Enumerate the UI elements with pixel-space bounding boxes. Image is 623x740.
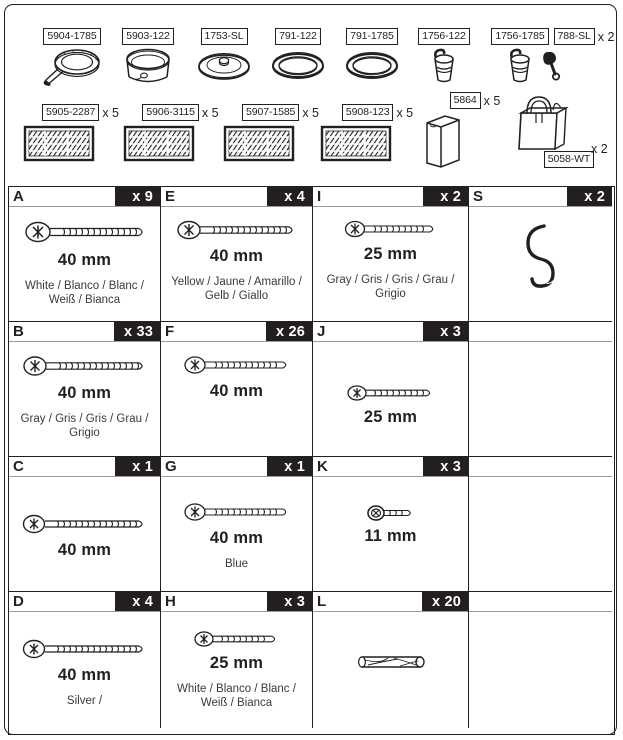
part-code-label: 5906-3115 — [142, 104, 199, 121]
hardware-cell-s[interactable] — [469, 187, 612, 322]
cell-header — [469, 187, 612, 207]
hatched-panel-icon — [223, 122, 295, 164]
part-item[interactable] — [33, 104, 128, 164]
part-item[interactable] — [413, 28, 475, 86]
part-qty-label: x 5 — [201, 105, 219, 120]
cell-count-badge: x 33 — [114, 322, 160, 341]
lid-with-knob-icon — [195, 46, 253, 86]
part-qty-label: x 5 — [483, 93, 501, 108]
brush-tool-icon — [535, 46, 569, 86]
part-item[interactable] — [267, 28, 329, 86]
screw-size-label: 25 mm — [363, 245, 418, 263]
part-code-label: 5908-123 — [342, 104, 394, 121]
cell-count-badge: x 2 — [423, 187, 468, 206]
part-item[interactable] — [337, 28, 407, 86]
cell-count-badge: x 2 — [567, 187, 612, 206]
screw-size-label: 40 mm — [209, 529, 264, 547]
part-code-label: 1756-1785 — [491, 28, 548, 45]
cell-letter: H — [165, 593, 176, 610]
cell-count-badge: x 3 — [423, 457, 468, 476]
parts-gallery — [5, 6, 616, 182]
part-item[interactable] — [435, 92, 515, 172]
hardware-cell-empty — [469, 592, 612, 728]
hatched-panel-icon — [123, 122, 195, 164]
part-qty-label: x 2 — [591, 142, 608, 156]
cell-header — [9, 457, 160, 477]
part-item[interactable] — [553, 28, 615, 86]
cell-header — [469, 457, 612, 477]
cell-count-badge: x 4 — [115, 592, 160, 611]
hardware-table — [8, 186, 615, 735]
screw-color-desc: Gray / Gris / Gris / Grau / Grigio — [326, 274, 455, 300]
screw-long-icon — [181, 497, 293, 527]
hardware-cell-e[interactable] — [161, 187, 313, 322]
bucket-cup-icon — [500, 46, 540, 86]
hardware-cell-b[interactable] — [9, 322, 161, 457]
part-item[interactable] — [330, 104, 425, 164]
part-item[interactable] — [115, 28, 181, 86]
hardware-cell-empty — [469, 457, 612, 592]
cell-header — [161, 457, 312, 477]
part-code-label: 788-SL — [554, 28, 595, 45]
hardware-cell-a[interactable] — [9, 187, 161, 322]
part-qty-label: x 2 — [597, 29, 615, 44]
part-qty-label: x 5 — [102, 105, 119, 120]
screw-long-icon — [21, 215, 149, 249]
screw-size-label: 40 mm — [57, 666, 112, 684]
screw-medium-icon — [342, 215, 440, 243]
cell-count-badge: x 1 — [115, 457, 160, 476]
cell-header — [9, 187, 160, 207]
part-qty-wrap — [591, 140, 608, 158]
screw-color-desc: Yellow / Jaune / Amarillo / Gelb / Giallo — [171, 276, 302, 302]
cell-header — [161, 322, 312, 342]
tote-bag-icon — [505, 91, 571, 153]
screw-size-label: 25 mm — [209, 654, 264, 672]
part-item[interactable] — [35, 28, 109, 86]
hardware-cell-k[interactable] — [313, 457, 469, 592]
cell-letter: K — [317, 458, 328, 475]
hardware-cell-d[interactable] — [9, 592, 161, 728]
part-code-label: 5058-WT — [544, 151, 594, 168]
cell-count-badge: x 1 — [267, 457, 312, 476]
cell-letter: L — [317, 593, 327, 610]
cell-count-badge: x 3 — [423, 322, 468, 341]
cell-header — [469, 322, 612, 342]
part-code-label: 5903-122 — [122, 28, 174, 45]
part-code-label: 1753-SL — [201, 28, 248, 45]
part-code-label: 5904-1785 — [43, 28, 100, 45]
cell-letter: A — [13, 188, 24, 205]
part-code-label: 791-122 — [275, 28, 321, 45]
hardware-cell-empty — [469, 322, 612, 457]
cell-letter: S — [473, 188, 484, 205]
hardware-cell-l[interactable] — [313, 592, 469, 728]
part-item[interactable] — [233, 104, 328, 164]
part-code-label: 791-1785 — [346, 28, 398, 45]
part-qty-label: x 5 — [302, 105, 319, 120]
screw-long-icon — [181, 350, 293, 380]
cell-count-badge: x 4 — [267, 187, 312, 206]
box-block-icon — [419, 110, 467, 172]
cell-count-badge: x 26 — [266, 322, 312, 341]
screw-size-label: 40 mm — [209, 247, 264, 265]
flat-ring-icon — [343, 46, 401, 86]
cell-header — [313, 187, 468, 207]
part-item[interactable] — [133, 104, 228, 164]
hatched-panel-icon — [320, 122, 392, 164]
part-item[interactable] — [193, 28, 255, 86]
part-code-label: 1756-122 — [418, 28, 470, 45]
cell-header — [9, 322, 160, 342]
hatched-panel-icon — [23, 122, 95, 164]
part-code-label: 5907-1585 — [242, 104, 299, 121]
cell-letter — [469, 457, 612, 476]
hardware-cell-j[interactable] — [313, 322, 469, 457]
screw-size-label: 40 mm — [57, 251, 112, 269]
screw-size-label: 11 mm — [364, 527, 417, 545]
part-code-label: 5864 — [450, 92, 481, 109]
screw-color-desc: White / Blanco / Blanc / Weiß / Bianca — [177, 683, 296, 709]
cell-header — [161, 592, 312, 612]
hardware-cell-i[interactable] — [313, 187, 469, 322]
screw-long-icon — [173, 215, 301, 245]
screw-size-label: 40 mm — [209, 382, 264, 400]
open-cylinder-pot-icon — [117, 46, 179, 86]
wooden-dowel-icon — [354, 649, 428, 675]
hardware-cell-g[interactable] — [161, 457, 313, 592]
hardware-cell-h[interactable] — [161, 592, 313, 728]
screw-size-label: 25 mm — [363, 408, 418, 426]
screw-long-icon — [19, 350, 151, 382]
cell-letter: E — [165, 188, 176, 205]
screw-medium-icon — [192, 626, 282, 652]
screw-size-label: 40 mm — [57, 541, 112, 559]
ring-with-handle-icon — [37, 46, 107, 86]
cell-header — [313, 322, 468, 342]
screw-long-icon — [19, 509, 151, 539]
cell-letter: C — [13, 458, 24, 475]
cell-header — [469, 592, 612, 612]
part-qty-label: x 5 — [396, 105, 414, 120]
cell-letter: F — [165, 323, 175, 340]
hardware-cell-c[interactable] — [9, 457, 161, 592]
screw-size-label: 40 mm — [57, 384, 112, 402]
cell-letter: I — [317, 188, 322, 205]
screw-color-desc: Silver / — [66, 695, 103, 707]
bucket-cup-icon — [424, 46, 464, 86]
part-code-label: 5905-2287 — [42, 104, 99, 121]
cell-header — [313, 592, 468, 612]
cell-letter: J — [317, 323, 326, 340]
screw-color-desc: White / Blanco / Blanc / Weiß / Bianca — [25, 280, 144, 306]
cell-count-badge: x 3 — [267, 592, 312, 611]
hardware-cell-f[interactable] — [161, 322, 313, 457]
s-hook-icon — [514, 216, 568, 302]
cell-count-badge: x 9 — [115, 187, 160, 206]
cell-header — [161, 187, 312, 207]
screw-color-desc: Gray / Gris / Gris / Grau / Grigio — [20, 413, 149, 439]
flat-ring-icon — [269, 46, 327, 86]
cell-letter: G — [165, 458, 177, 475]
cell-count-badge: x 20 — [422, 592, 468, 611]
cell-letter — [469, 592, 612, 611]
cell-letter: B — [13, 323, 24, 340]
screw-short-icon — [364, 501, 418, 525]
cell-header — [313, 457, 468, 477]
cell-letter: D — [13, 593, 24, 610]
cell-letter — [469, 322, 612, 341]
cell-header — [9, 592, 160, 612]
screw-medium-icon — [345, 380, 437, 406]
screw-color-desc: Blue — [224, 558, 249, 570]
screw-long-icon — [19, 634, 151, 664]
